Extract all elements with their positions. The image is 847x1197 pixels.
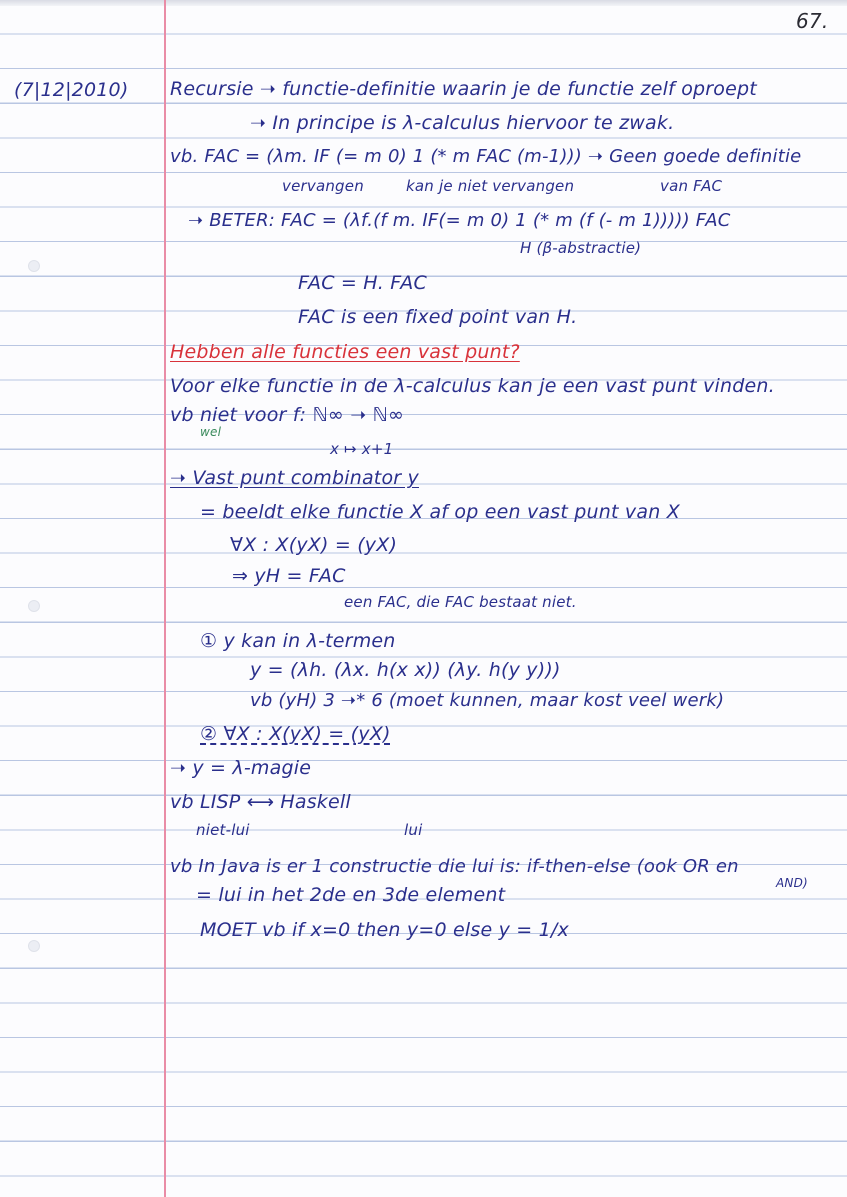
note-line: x ↦ x+1 [330, 440, 394, 458]
note-line: ① y kan in λ-termen [200, 630, 396, 652]
note-heading: ➝ Vast punt combinator y [170, 467, 419, 489]
note-line: vb In Java is er 1 constructie die lui is: if-then-else (ook OR en [170, 856, 739, 877]
page-top-edge [0, 0, 847, 6]
note-line: ➝ BETER: FAC = (λf.(f m. IF(= m 0) 1 (* m (f (- m 1))))) FAC [188, 210, 731, 231]
note-line: ⇒ yH = FAC [232, 565, 346, 587]
note-annotation: wel [200, 425, 222, 439]
note-line: ➝ In principe is λ-calculus hiervoor te zwak. [250, 112, 675, 134]
note-line: ② ∀X : X(yX) = (yX) [200, 723, 391, 745]
note-annotation: H (β-abstractie) [520, 239, 642, 257]
margin-line [164, 0, 166, 1197]
note-annotation: niet-lui [196, 821, 250, 839]
note-line: Voor elke functie in de λ-calculus kan je een vast punt vinden. [170, 375, 775, 397]
note-heading: Hebben alle functies een vast punt? [170, 341, 520, 363]
binder-hole [28, 940, 40, 952]
note-annotation: AND) [776, 876, 808, 890]
note-line: FAC = H. FAC [298, 272, 427, 294]
note-line: ➝ y = λ-magie [170, 757, 312, 779]
binder-hole [28, 600, 40, 612]
page-number: 67. [796, 9, 829, 33]
note-line: ∀X : X(yX) = (yX) [230, 534, 398, 556]
note-line: FAC is een fixed point van H. [298, 306, 578, 328]
note-line: een FAC, die FAC bestaat niet. [344, 593, 577, 611]
note-annotation: kan je niet vervangen [406, 177, 575, 195]
note-line: y = (λh. (λx. h(x x)) (λy. h(y y))) [250, 659, 561, 681]
lecture-date: (7|12|2010) [14, 79, 129, 101]
note-line: MOET vb if x=0 then y=0 else y = 1/x [200, 919, 569, 941]
note-line: = beeldt elke functie X af op een vast punt van X [200, 501, 680, 523]
note-line: vb (yH) 3 ➝* 6 (moet kunnen, maar kost veel werk) [250, 690, 725, 711]
note-annotation: lui [404, 821, 423, 839]
note-line: = lui in het 2de en 3de element [196, 884, 506, 906]
note-line: vb. FAC = (λm. IF (= m 0) 1 (* m FAC (m-1))) ➝ Geen goede definitie [170, 146, 802, 167]
note-line: Recursie ➝ functie-definitie waarin je de functie zelf oproept [170, 78, 757, 100]
note-annotation: vervangen [282, 177, 364, 195]
note-annotation: van FAC [660, 177, 723, 195]
binder-hole [28, 260, 40, 272]
note-line: vb niet voor f: ℕ∞ ➝ ℕ∞ [170, 404, 405, 426]
note-line: vb LISP ⟷ Haskell [170, 791, 351, 813]
